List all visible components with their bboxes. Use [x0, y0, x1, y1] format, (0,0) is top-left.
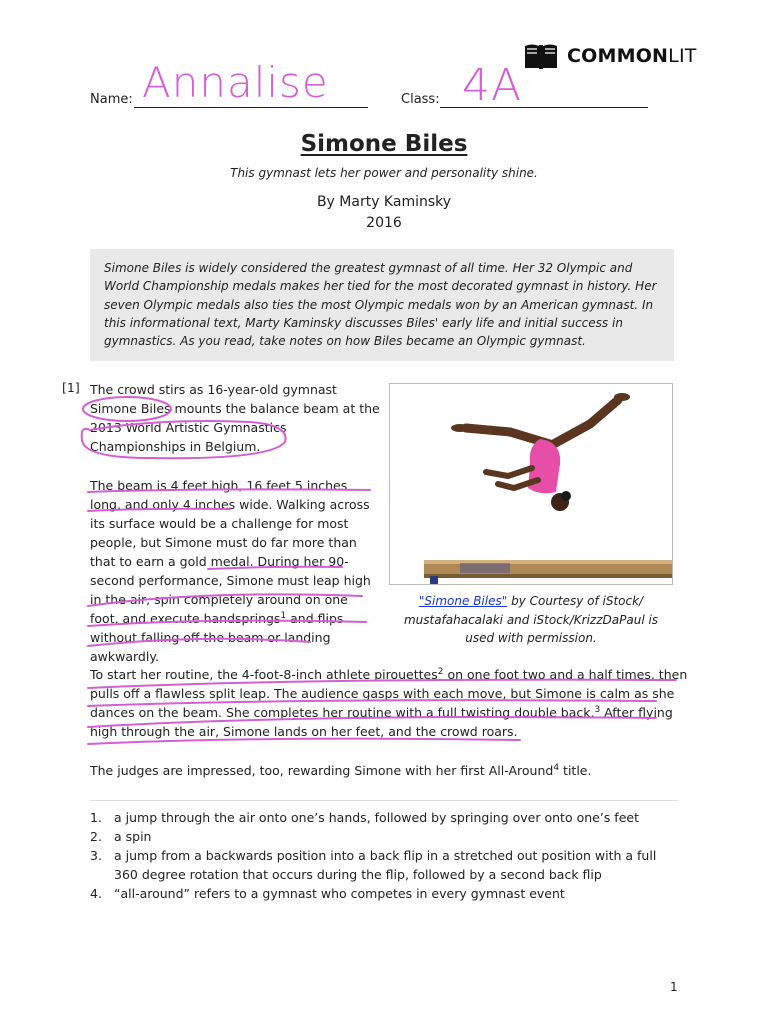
footnote-ref-3[interactable]: 3	[594, 704, 601, 715]
paragraph-2: The beam is 4 feet high, 16 feet 5 inches long, and only 4 inches wide. Walking across its surface would be a challenge for most people, but Simone must do far more than that to earn a gold medal. During her 90-second performance, Simone must leap high in the air, spin completely around on one foot, and execute handsprings$^1$ and flips without falling off the beam or landing awkwardly.	[90, 478, 371, 664]
paragraph-number: [1]	[62, 380, 80, 395]
footnote-item: 3. a jump from a backwards position into a back flip in a stretched out position with a full 360 degree rotation that occurs during the flip, followed by a second back flip	[90, 848, 657, 882]
page-number: 1	[670, 980, 678, 994]
footnote-list	[90, 808, 680, 903]
article-subtitle: This gymnast lets her power and personality shine.	[230, 166, 538, 180]
photo-credit-link[interactable]: "Simone Biles"	[418, 594, 508, 608]
footnote-item: 1. a jump through the air onto one’s hands, followed by springing over onto one’s feet	[90, 810, 639, 825]
footnote-divider	[90, 800, 678, 801]
paragraph-1: The crowd stirs as 16-year-old gymnast Simone Biles mounts the balance beam at the 2013 World Artistic Gymnastics Championships in Belgium.	[90, 382, 380, 454]
gymnast-illustration	[390, 384, 672, 584]
class-handwritten: 4A	[462, 60, 523, 111]
photo-caption: "Simone Biles" by Courtesy of iStock/ mustafahacalaki and iStock/KrizzDaPaul is used with permission.	[403, 594, 659, 645]
article-author: By Marty Kaminsky	[316, 194, 452, 210]
footnote-item: 2. a spin	[90, 829, 152, 844]
intro-box: Simone Biles is widely considered the greatest gymnast of all time. Her 32 Olympic and World Championship medals makes her tied for the most decorated gymnast in history. Her seven Olympic medals also ties the most Olympic medals won by an American gymnast. In this informational text, Marty Kaminsky discusses Biles' early life and initial success in gymnastics. As you read, take notes on how Biles became an Olympic gymnast.	[90, 249, 674, 361]
footnote-ref-1[interactable]: 1	[280, 610, 287, 621]
footnote-item: 4. “all-around” refers to a gymnast who competes in every gymnast event	[90, 886, 565, 901]
name-handwritten: Annalise	[142, 58, 329, 107]
paragraph-3: To start her routine, the 4-foot-8-inch athlete pirouettes$^2$ on one foot two and a half times, then pulls off a flawless split leap. The audience gasps with each move, but Simone is calm as she dances on the beam. She completes her routine with a full twisting double back.$^3$ After flying high through the air, Simone lands on her feet, and the crowd roars.	[90, 666, 688, 739]
name-label: Name:	[90, 92, 133, 107]
paragraph-4: The judges are impressed, too, rewarding Simone with her first All-Around$^4$ title.	[90, 762, 592, 778]
brand-name-bold: COMMON	[567, 45, 669, 67]
class-label: Class:	[401, 92, 440, 107]
footnote-ref-2[interactable]: 2	[437, 666, 444, 677]
footnote-ref-4[interactable]: 4	[553, 762, 560, 773]
commonlit-logo	[523, 41, 697, 71]
brand-name-light: LIT	[668, 45, 697, 67]
article-year: 2016	[366, 215, 402, 231]
gymnast-photo	[389, 383, 673, 585]
article-title: Simone Biles	[300, 131, 468, 157]
open-book-icon	[523, 42, 559, 70]
